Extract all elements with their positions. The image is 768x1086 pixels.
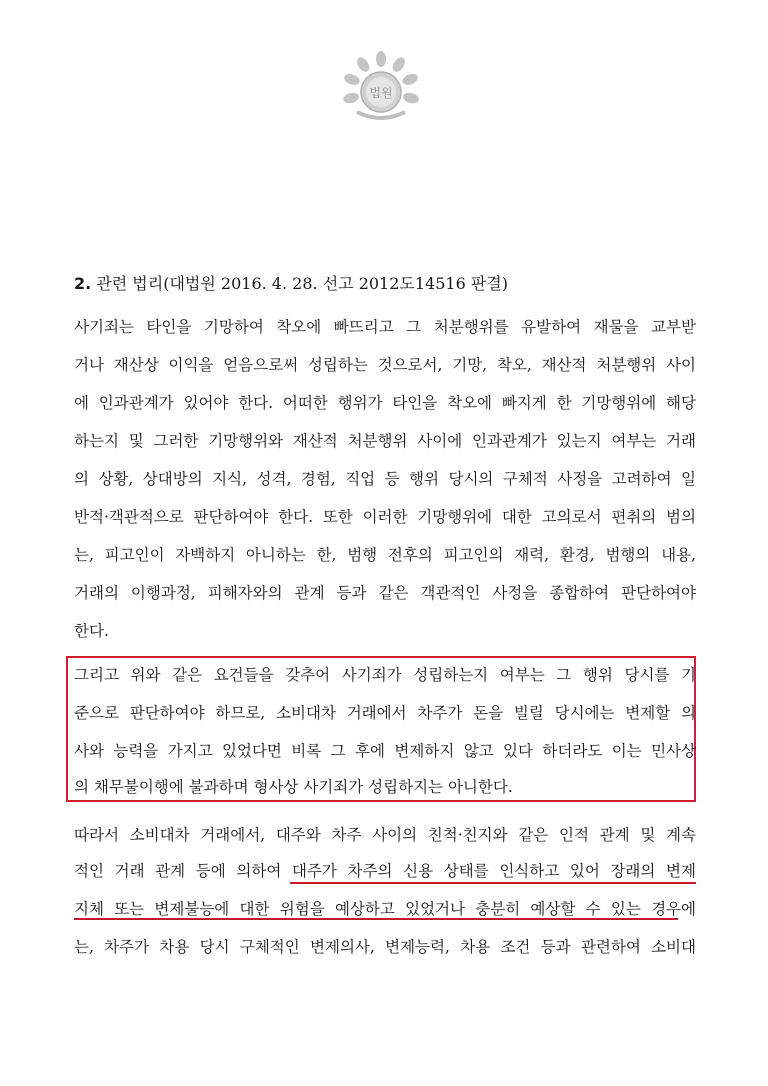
text-line: 의 채무불이행에 불과하며 형사상 사기죄가 성립하지는 아니한다.	[74, 778, 513, 796]
text-line: 사기죄는 타인을 기망하여 착오에 빠뜨리고 그 처분행위를 유발하여 재물을 교부받	[74, 318, 696, 336]
text-line: 사와 능력을 가지고 있었다면 비록 그 후에 변제하지 않고 있다 하더라도 이는 민사상	[74, 742, 696, 760]
text-line: 거래의 이행과정, 피해자와의 관계 등과 같은 객관적인 사정을 종합하여 판단하여야	[74, 584, 696, 602]
text-line: 반적·객관적으로 판단하여야 한다. 또한 이러한 기망행위에 대한 고의로서 편취의 범의	[74, 508, 696, 526]
heading-text: 관련 법리(대법원 2016. 4. 28. 선고 2012도14516 판결)	[96, 274, 509, 293]
text-line: 그리고 위와 같은 요건들을 갖추어 사기죄가 성립하는지 여부는 그 행위 당시를 기	[74, 666, 696, 684]
text-line: 는, 피고인이 자백하지 아니하는 한, 범행 전후의 피고인의 재력, 환경, 범행의 내용,	[74, 546, 696, 564]
text-line: 지체 또는 변제불능에 대한 위험을 예상하고 있었거나 충분히 예상할 수 있는 경우에	[74, 900, 696, 918]
seal-icon	[341, 50, 421, 130]
text-line: 는, 차주가 차용 당시 구체적인 변제의사, 변제능력, 차용 조건 등과 관련하여 소비대	[74, 938, 696, 956]
text-line: 적인 거래 관계 등에 의하여 대주가 차주의 신용 상태를 인식하고 있어 장래의 변제	[74, 862, 696, 880]
text-line: 한다.	[74, 622, 109, 640]
seal-text: 법원	[369, 86, 393, 100]
text-line: 에 인과관계가 있어야 한다. 어떠한 행위가 타인을 착오에 빠지게 한 기망행위에 해당	[74, 394, 696, 412]
text-line: 거나 재산상 이익을 얻음으로써 성립하는 것으로서, 기망, 착오, 재산적 처분행위 사이	[74, 356, 696, 374]
text-line: 따라서 소비대차 거래에서, 대주와 차주 사이의 친척·친지와 같은 인적 관계 및 계속	[74, 826, 696, 844]
heading-number: 2.	[74, 274, 92, 293]
text-line: 의 상황, 상대방의 지식, 성격, 경험, 직업 등 행위 당시의 구체적 사정을 고려하여 일	[74, 470, 696, 488]
section-heading	[74, 272, 714, 296]
red-underline	[290, 882, 696, 884]
text-line: 준으로 판단하여야 하므로, 소비대차 거래에서 차주가 돈을 빌릴 당시에는 변제할 의	[74, 704, 696, 722]
red-underline	[74, 918, 678, 920]
court-seal-emblem	[341, 50, 421, 130]
text-line: 하는지 및 그러한 기망행위와 재산적 처분행위 사이에 인과관계가 있는지 여부는 거래	[74, 432, 696, 450]
